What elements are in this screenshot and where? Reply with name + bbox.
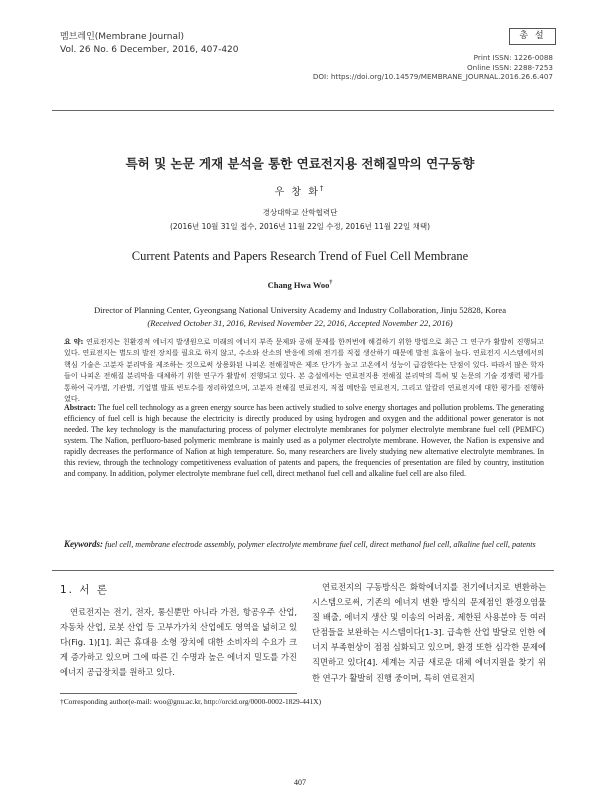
keywords-text: fuel cell, membrane electrode assembly, polymer electrolyte membrane fuel cell, direct methanol fuel cell, alkaline fuel cell, patents [105,540,536,549]
abstract-korean-label: 요 약: [64,337,84,346]
abstract-rule [52,570,554,571]
doi-link[interactable]: DOI: https://doi.org/10.14579/MEMBRANE_JOURNAL.2016.26.6.407 [312,72,553,81]
abstract-english-label: Abstract: [64,403,96,412]
author-english: Chang Hwa Woo† [267,280,333,290]
online-issn: Online ISSN: 2288-7253 [467,62,553,72]
title-korean: 특허 및 논문 게재 분석을 통한 연료전지용 전해질막의 연구동향 [125,156,475,171]
footnote-rule [60,693,297,694]
abstract-korean-text: 연료전지는 친환경적 에너지 발생원으로 미래의 에너지 부족 문제와 공해 문제를 한꺼번에 해결하기 위한 방법으로 최근 그 연구가 활발히 진행되고 있다. 연료전지는 별도의 발전 장치를 필요로 하지 않고, 수소와 산소의 반응에 의해 전기를 직접 생산하기 때문에 발전 효율이 높다. 연료전지 시스템에서의 핵심 기술은 고분자 분리막을 제조하는 것으로써 상용화된 나피온 전해질막은 제조 단가가 높고 고온에서 성능이 급감한다는 단점이 있다. 따라서 많은 학자들이 나피온 전해질 분리막을 대체하기 위한 연구가 활발히 진행되고 있다. 본 총설에서는 연료전지용 전해질 분리막의 특허 및 논문의 기술 경쟁력 평가를 통하여 국가별, 기관별, 기업별 발표 빈도수를 정리하였으며, 고분자 전해질 연료전지, 직접 메탄올 연료전지, 그리고 알칼리 연료전지에 대한 평가를 진행하였다. [64,337,544,404]
abstract-korean [64,336,544,404]
abstract-english-text: The fuel cell technology as a green energy source has been actively studied to solve energy shortages and pollution problems. The generating efficiency of fuel cell is high because the electricity is directly produced by using hydrogen and oxygen and the additional power generator is not needed. The key technology is the manufacturing process of polymer electrolyte membranes for polymer electrolyte membrane fuel cell (PEMFC) system. The Nafion, perfluoro-based polymeric membrane is mainly used as a polymer electrolyte membrane. However, the Nafion is expensive and rapidly decreases the performance of Nafion at high temperature. So, many researchers are lively studying new alternative electrolyte membranes. In this review, through the technology competitiveness evaluation of patents and papers, the frequencies of presentation are filed by country, institution and company. In addition, polymer electrolyte membrane fuel cell, direct methanol fuel cell and alkaline fuel cell are also filed. [64,403,544,479]
keywords-label: Keywords: [64,539,103,549]
issn-block [313,53,553,82]
dates-english: (Received October 31, 2016, Revised November 22, 2016, Accepted November 22, 2016) [147,318,453,328]
journal-volume: Vol. 26 No. 6 December, 2016, 407-420 [60,45,239,55]
author-korean: 우 창 화† [274,184,326,198]
dates-korean: (2016년 10월 31일 접수, 2016년 11월 22일 수정, 2016년 11월 22일 채택) [169,222,431,231]
abstract-english [64,402,544,479]
title-english: Current Patents and Papers Research Trend of Fuel Cell Membrane [131,249,469,263]
journal-name: 멤브레인(Membrane Journal) [60,32,185,42]
print-issn: Print ISSN: 1226-0088 [473,53,553,62]
body-column-right: 연료전지의 구동방식은 화학에너지를 전기에너지로 변환하는 시스템으로써, 기존의 에너지 변환 방식의 문제점인 환경오염물질 배출, 에너지 생산 및 이송의 어려움, 제한된 사용분야 등 여러 단점들을 보완하는 시스템이다[1-3]. 급속한 산업 발달로 인한 에너지 부족현상이 점점 심화되고 있으며, 환경 또한 심각한 문제에 직면하고 있다[4]. 세계는 지금 새로운 대체 에너지원을 찾기 위한 연구가 활발히 진행 중이며, 특히 연료전지 [312,582,546,683]
affiliation-english: Director of Planning Center, Gyeongsang National University Academy and Industry Collaboration, Jinju 52828, Korea [93,305,507,315]
affiliation-korean: 경상대학교 산학협력단 [262,208,338,217]
body-column-left: 연료전지는 전기, 전자, 통신뿐만 아니라 가전, 항공우주 산업, 자동차 산업, 로봇 산업 등 고부가가치 산업에도 영역을 넓히고 있다(Fig. 1)[1]. 최근 휴대용 소형 장치에 대한 소비자의 수요가 크게 증가하고 있으며 그에 따른 긴 수명과 높은 에너지 밀도를 가진 에너지 공급장치를 원하고 있다. [60,607,297,678]
header-rule [52,110,554,111]
keywords [64,538,544,551]
section-heading-introduction: 1. 서 론 [60,584,109,596]
journal-header [60,31,239,57]
article-type-badge: 총 설 [509,28,556,45]
page-number: 407 [294,778,306,787]
corresponding-author-footnote: †Corresponding author(e-mail: woo@gnu.ac.kr, http://orcid.org/0000-0002-1829-441X) [60,697,322,706]
